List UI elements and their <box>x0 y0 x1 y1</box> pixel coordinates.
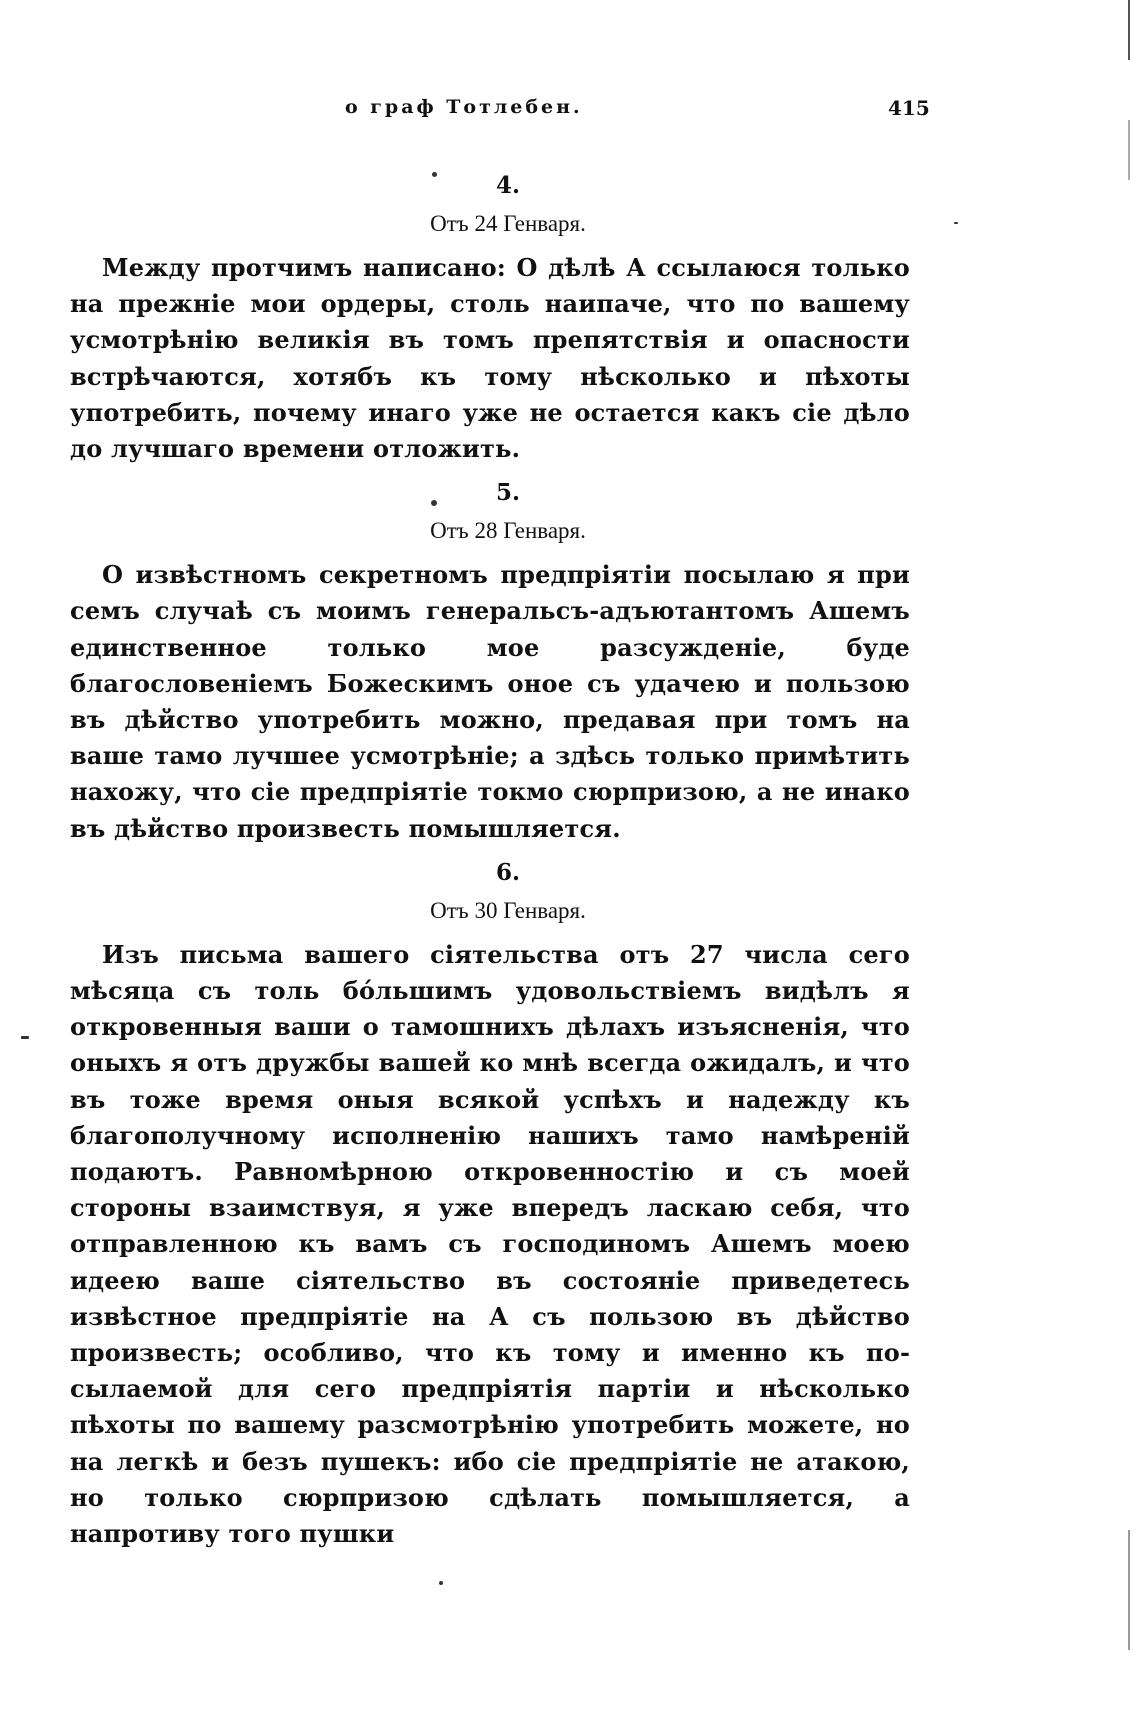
scan-speck <box>439 1581 443 1585</box>
scan-margin-rule <box>1128 1530 1130 1650</box>
letter-date: Отъ 30 Генваря. <box>430 897 586 923</box>
letter-number: 6. <box>495 858 520 886</box>
scan-speck <box>432 172 437 177</box>
letters-section <box>70 168 910 1560</box>
letter-date: Отъ 28 Генваря. <box>430 518 586 544</box>
scan-speck <box>431 500 437 506</box>
running-title: о граф Тотлебен. <box>345 96 583 118</box>
letter-text: Изъ письма вашего сіятельства отъ 27 числа сего мѣсяца съ толь бóльшимъ удовольствіемъ видѣлъ я откровенныя ваши о тамошнихъ дѣлахъ изъясненія, что оныхъ я отъ дружбы вашей ко мнѣ всегда ожидалъ, и что въ тоже время оныя всякой успѣхъ и надежду къ благополучному исполненію нашихъ тамо намѣреній подаютъ. Равномѣрною откровенностію и съ моей стороны взаимствуя, я уже впередъ ласкаю себя, что отправленною къ вамъ съ господиномъ Ашемъ моею идеею ваше сіятельство въ состояніе приведетесь извѣстное предпріятіе на А съ пользою въ дѣйство произвесть; особливо, что къ тому и именно къ посылаемой для сего предпріятія партіи и нѣсколько пѣхоты по вашему разсмотрѣнію употребить можете, но на легкѣ и безъ пушекъ: ибо сіе предпріятіе не атакою, но только сюрпризою сдѣлать помышляется, а напротиву того пушки <box>70 939 910 1549</box>
letter-number: 5. <box>495 479 520 507</box>
page-number: 415 <box>888 96 930 120</box>
letter-text: Между протчимъ написано: О дѣлѣ А ссылаюся только на прежніе мои ордеры, столь наипаче, что по вашему усмотрѣнію великія въ томъ препятствія и опасности встрѣчаются, хотябъ къ тому нѣсколько и пѣхоты употребить, почему инаго уже не остается какъ сіе дѣло до лучшаго времени отложить. <box>70 253 910 464</box>
running-head <box>0 96 1140 126</box>
scan-speck <box>954 222 958 224</box>
scan-margin-rule <box>1128 120 1130 180</box>
letter-6 <box>70 855 910 1552</box>
scan-margin-rule <box>1128 0 1130 60</box>
letter-number: 4. <box>495 172 520 199</box>
letter-date: Отъ 24 Генваря. <box>430 211 586 236</box>
scan-speck <box>21 1036 29 1039</box>
letter-4 <box>70 168 910 467</box>
letter-text: О извѣстномъ секретномъ предпріятіи посылаю я при семъ случаѣ съ моимъ генеральсъ-адъютантомъ Ашемъ единственное только мое разсужденіе, буде благословеніемъ Божескимъ оное съ удачею и пользою въ дѣйство употребить можно, предавая при томъ на ваше тамо лучшее усмотрѣніе; а здѣсь только примѣтить нахожу, что сіе предпріятіе токмо сюрпризою, а не инако въ дѣйство произвесть помышляется. <box>70 560 910 843</box>
letter-5 <box>70 475 910 847</box>
